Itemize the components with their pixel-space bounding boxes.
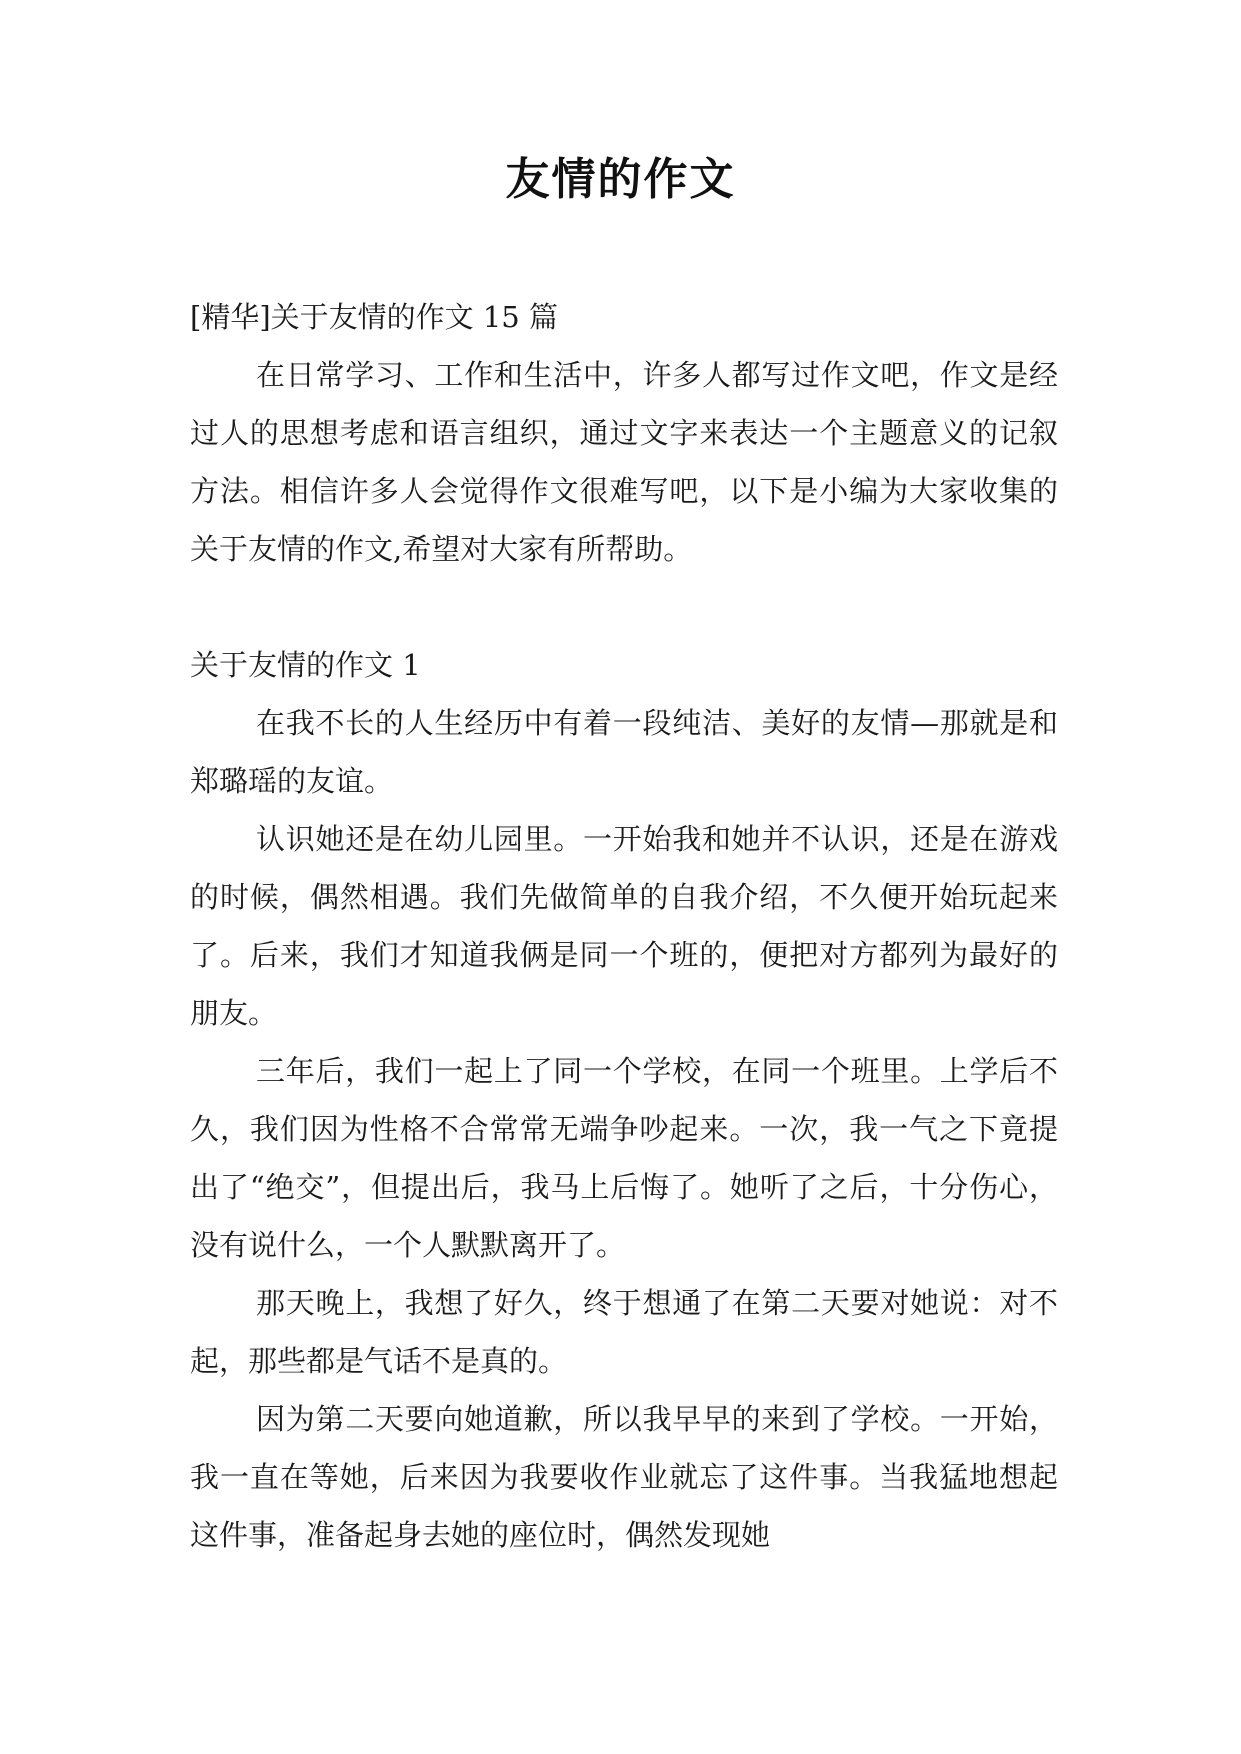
essay-heading: 关于友情的作文 1 bbox=[190, 648, 421, 682]
document-title: 友情的作文 bbox=[505, 154, 736, 205]
section-spacer bbox=[190, 578, 1058, 636]
collection-heading: [精华]关于友情的作文 15 篇 bbox=[190, 300, 558, 334]
essay-paragraph: 那天晚上，我想了好久，终于想通了在第二天要对她说：对不起，那些都是气话不是真的。 bbox=[190, 1286, 1058, 1378]
intro-paragraph: 在日常学习、工作和生活中，许多人都写过作文吧，作文是经过人的思想考虑和语言组织，通过文字来表达一个主题意义的记叙方法。相信许多人会觉得作文很难写吧，以下是小编为大家收集的关于友情的作文,希望对大家有所帮助。 bbox=[190, 358, 1058, 566]
essay-paragraph: 因为第二天要向她道歉，所以我早早的来到了学校。一开始，我一直在等她，后来因为我要收作业就忘了这件事。当我猛地想起这件事，准备起身去她的座位时，偶然发现她 bbox=[190, 1402, 1058, 1552]
document-body bbox=[190, 288, 1058, 1564]
essay-paragraph: 三年后，我们一起上了同一个学校，在同一个班里。上学后不久，我们因为性格不合常常无端争吵起来。一次，我一气之下竟提出了“绝交”，但提出后，我马上后悔了。她听了之后，十分伤心，没有说什么，一个人默默离开了。 bbox=[190, 1054, 1058, 1262]
essay-paragraph: 认识她还是在幼儿园里。一开始我和她并不认识，还是在游戏的时候，偶然相遇。我们先做简单的自我介绍，不久便开始玩起来了。后来，我们才知道我俩是同一个班的，便把对方都列为最好的朋友。 bbox=[190, 822, 1058, 1030]
essay-paragraph: 在我不长的人生经历中有着一段纯洁、美好的友情—那就是和郑璐瑶的友谊。 bbox=[190, 706, 1058, 798]
